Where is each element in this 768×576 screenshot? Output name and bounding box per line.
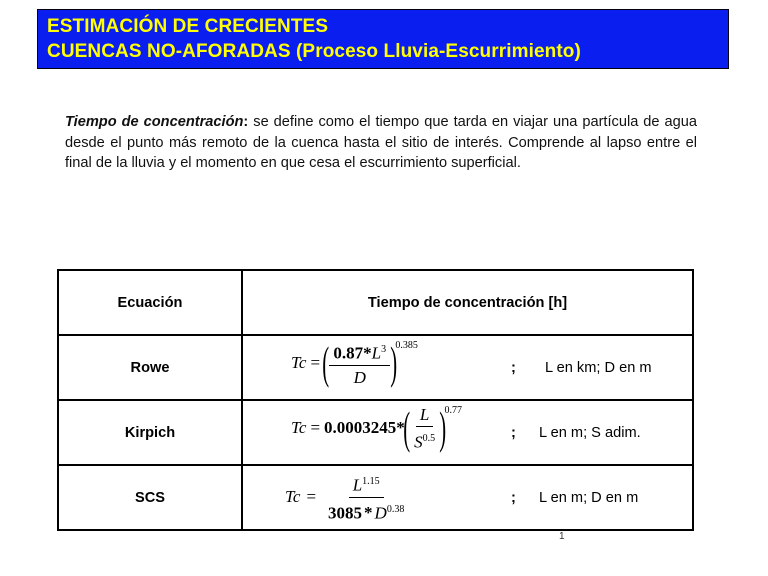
title-line-1: ESTIMACIÓN DE CRECIENTES <box>47 16 329 37</box>
equation-name-scs: SCS <box>58 465 242 530</box>
formula-cell-rowe: Tc = ( $\frac{0.87*L^3}{D}$ ) 0.385 ; L en km; D en m <box>242 335 693 400</box>
definition-term: Tiempo de concentración <box>65 114 244 130</box>
units-rowe: L en km; D en m <box>545 360 652 376</box>
table-row <box>58 400 693 465</box>
title-line-2: CUENCAS NO-AFORADAS (Proceso Lluvia-Escurrimiento) <box>47 41 581 62</box>
formula-cell-kirpich: Tc = 0.0003245 * ( $\frac{L}{S^{0.5}}$ ) 0.77 ; L en m; S adim. <box>242 400 693 465</box>
table-row <box>58 465 693 530</box>
units-scs: L en m; D en m <box>539 490 639 506</box>
equations-table <box>57 269 694 531</box>
definition-text: se define como el tiempo que tarda en viajar una partícula de agua desde el punto más remoto de la cuenca hasta el sitio de interés. Comprende al lapso entre el final de la lluvia y el momento en que cesa el escurrimiento superficial. <box>65 114 697 171</box>
formula-rowe: Tc = ( $\frac{0.87*L^3}{D}$ ) 0.385 <box>291 337 418 389</box>
table-header-row <box>58 270 693 335</box>
slide-title-banner <box>37 9 729 69</box>
header-equation: Ecuación <box>58 270 242 335</box>
page-number: 1 <box>559 531 565 542</box>
formula-kirpich: Tc = 0.0003245 * ( $\frac{L}{S^{0.5}}$ ) 0.77 <box>291 402 462 454</box>
header-time: Tiempo de concentración [h] <box>242 270 693 335</box>
definition-paragraph <box>65 112 697 174</box>
formula-cell-scs: Tc = $\frac{L^{1.15}}{3085 * D^{0.38}}$ ; L en m; D en m <box>242 465 693 530</box>
units-kirpich: L en m; S adim. <box>539 425 641 441</box>
formula-scs: Tc = $\frac{L^{1.15}}{3085 * D^{0.38}}$ <box>285 472 410 522</box>
equation-name-rowe: Rowe <box>58 335 242 400</box>
table-row <box>58 335 693 400</box>
definition-colon: : <box>243 114 249 130</box>
equation-name-kirpich: Kirpich <box>58 400 242 465</box>
